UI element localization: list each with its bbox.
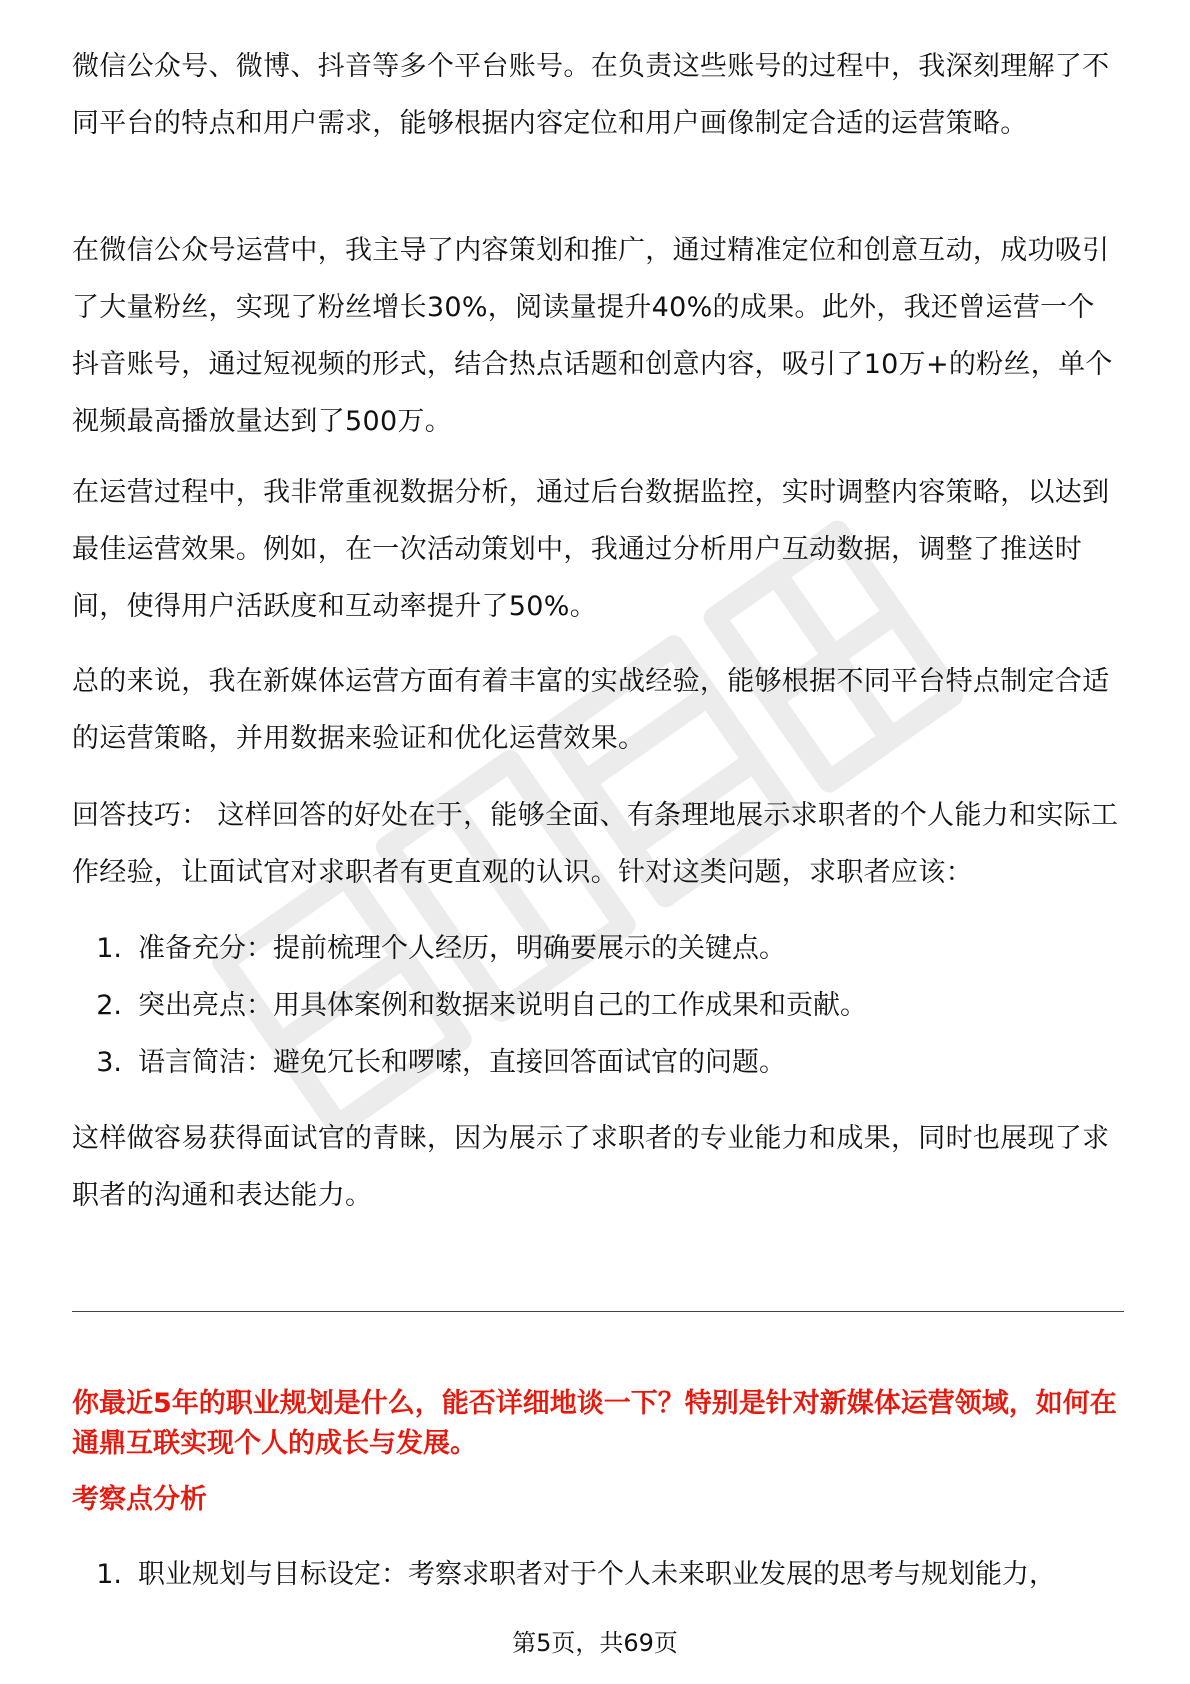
list-number: 1. <box>96 933 122 964</box>
paragraph-summary: 总的来说，我在新媒体运营方面有着丰富的实战经验，能够根据不同平台特点制定合适的运营策略，并用数据来验证和优化运营效果。 <box>72 666 1110 754</box>
paragraph-data-analysis: 在运营过程中，我非常重视数据分析，通过后台数据监控，实时调整内容策略，以达到最佳运营效果。例如，在一次活动策划中，我通过分析用户互动数据，调整了推送时间，使得用户活跃度和互动率提升了50%。 <box>72 477 1110 622</box>
list-number: 2. <box>96 990 122 1021</box>
interview-question: 你最近5年的职业规划是什么，能否详细地谈一下？特别是针对新媒体运营领域，如何在通鼎互联实现个人的成长与发展。 <box>72 1388 1117 1459</box>
paragraph-answer-tips: 回答技巧： 这样回答的好处在于，能够全面、有条理地展示求职者的个人能力和实际工作经验，让面试官对求职者有更直观的认识。针对这类问题，求职者应该： <box>72 800 1119 888</box>
list-item <box>72 1546 1122 1603</box>
analysis-heading: 考察点分析 <box>72 1484 207 1515</box>
list-item <box>72 977 1122 1034</box>
analysis-list <box>72 1546 1122 1603</box>
paragraph-wechat-results: 在微信公众号运营中，我主导了内容策划和推广，通过精准定位和创意互动，成功吸引了大量粉丝，实现了粉丝增长30%，阅读量提升40%的成果。此外，我还曾运营一个抖音账号，通过短视频的形式，结合热点话题和创意内容，吸引了10万+的粉丝，单个视频最高播放量达到了500万。 <box>72 235 1113 437</box>
list-number: 3. <box>96 1047 122 1078</box>
section-divider <box>72 1311 1124 1312</box>
list-item <box>72 1034 1122 1091</box>
paragraph-closing: 这样做容易获得面试官的青睐，因为展示了求职者的专业能力和成果，同时也展现了求职者的沟通和表达能力。 <box>72 1123 1110 1211</box>
list-text: 突出亮点：用具体案例和数据来说明自己的工作成果和贡献。 <box>138 990 867 1021</box>
list-text: 准备充分：提前梳理个人经历，明确要展示的关键点。 <box>138 933 786 964</box>
list-text: 职业规划与目标设定：考察求职者对于个人未来职业发展的思考与规划能力， <box>138 1559 1056 1590</box>
page-footer: 第5页，共69页 <box>512 1629 678 1657</box>
paragraph-platform-accounts: 微信公众号、微博、抖音等多个平台账号。在负责这些账号的过程中，我深刻理解了不同平台的特点和用户需求，能够根据内容定位和用户画像制定合适的运营策略。 <box>72 51 1110 139</box>
list-text: 语言简洁：避免冗长和啰嗦，直接回答面试官的问题。 <box>138 1047 786 1078</box>
tips-list <box>72 920 1122 1091</box>
list-number: 1. <box>96 1559 122 1590</box>
list-item <box>72 920 1122 977</box>
